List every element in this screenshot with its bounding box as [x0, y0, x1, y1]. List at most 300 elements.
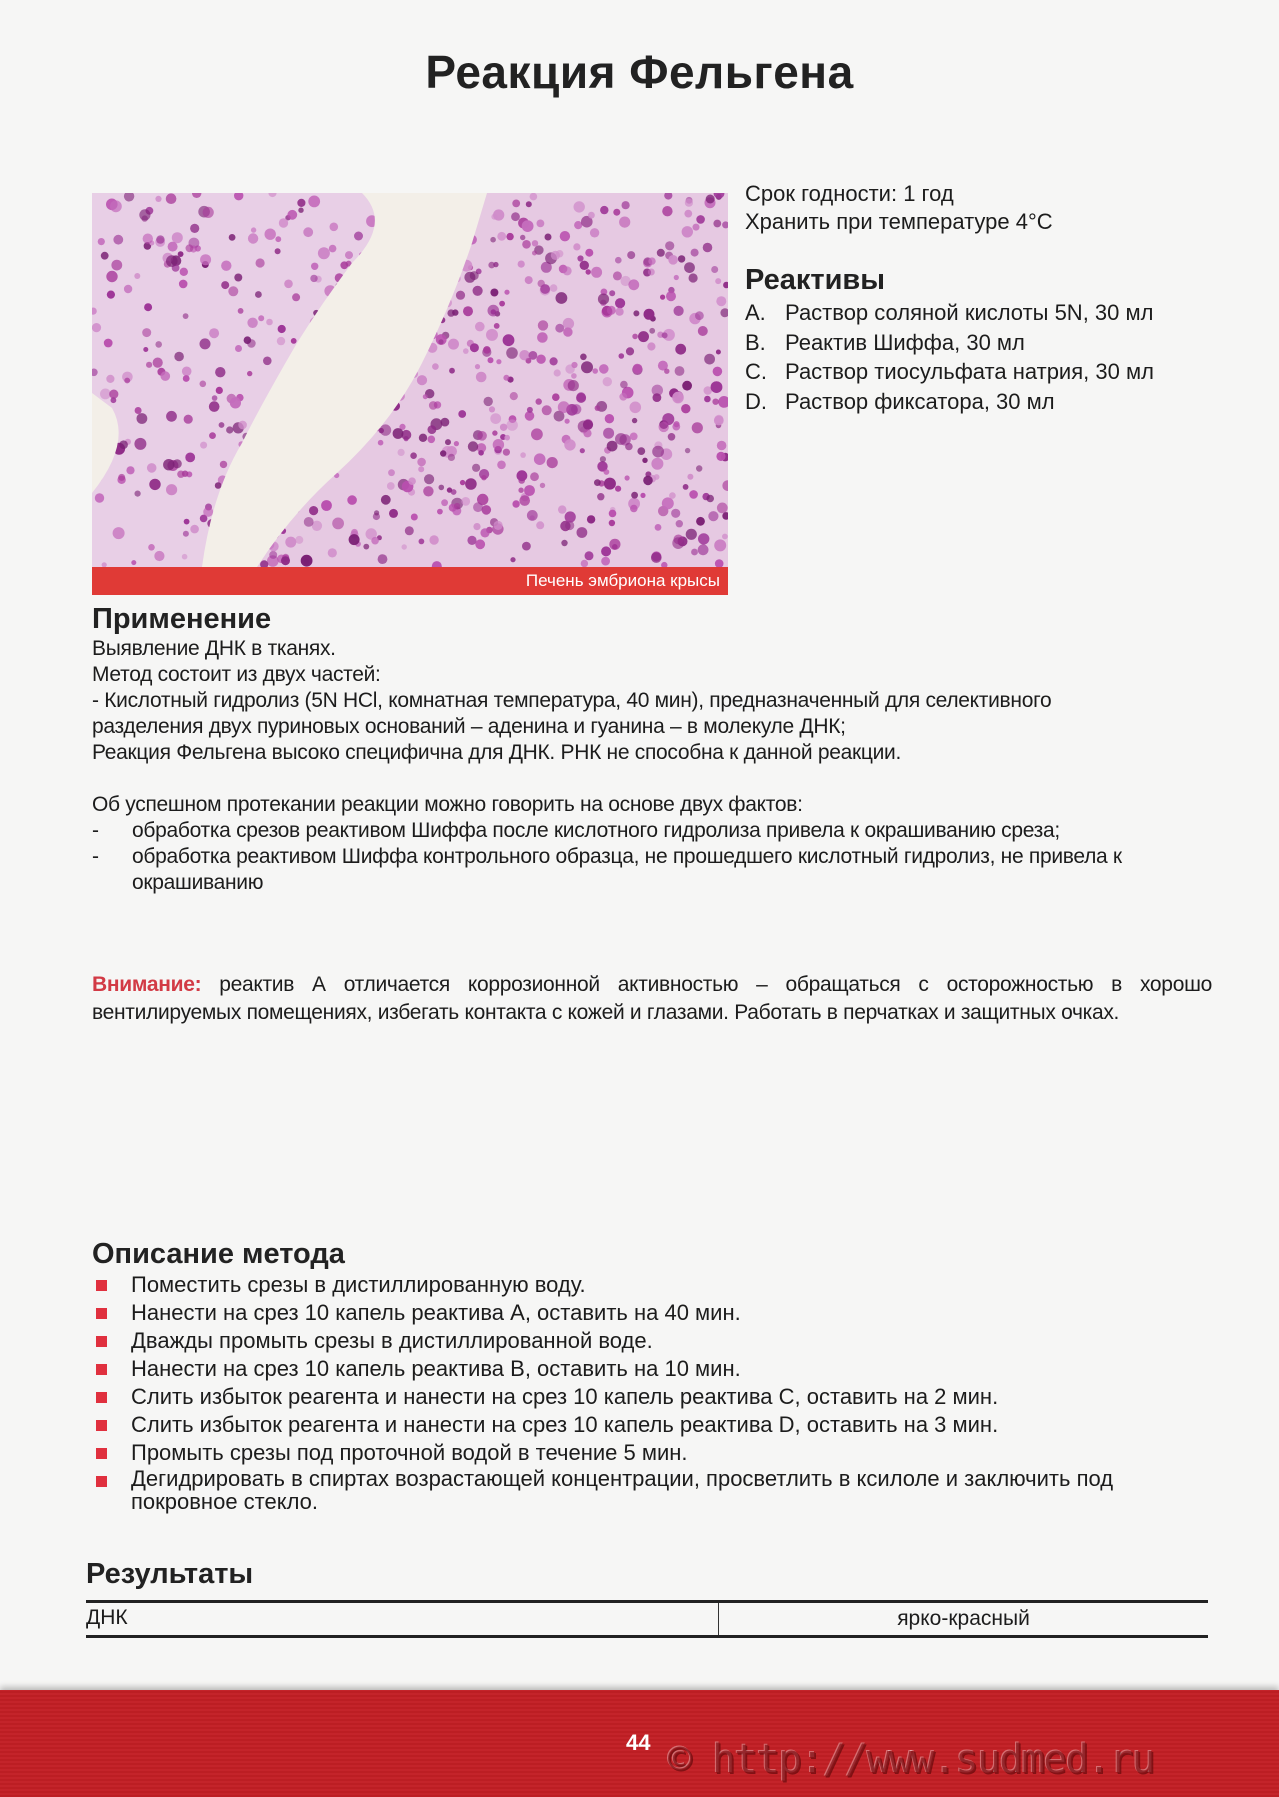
cell-nucleus — [155, 341, 162, 348]
cell-nucleus — [588, 212, 595, 219]
cell-nucleus — [445, 439, 451, 445]
warning-label: Внимание: — [92, 973, 202, 996]
cell-nucleus — [503, 334, 515, 346]
cell-nucleus — [706, 495, 714, 503]
cell-nucleus — [522, 542, 531, 551]
results-table — [86, 1600, 1208, 1638]
cell-nucleus — [255, 291, 262, 298]
step-text: Дважды промыть срезы в дистиллированной воде. — [131, 1328, 653, 1353]
cell-nucleus — [713, 367, 723, 377]
cell-nucleus — [580, 261, 589, 270]
cell-nucleus — [95, 493, 104, 502]
warning-note — [92, 971, 1212, 1027]
cell-nucleus — [143, 234, 153, 244]
results-heading: Результаты — [86, 1558, 254, 1590]
cell-nucleus — [532, 240, 538, 246]
cell-nucleus — [713, 220, 721, 228]
step-text: Дегидрировать в спиртах возрастающей концентрации, просветлить в ксилоле и заключить под покровное стекло. — [131, 1466, 1114, 1514]
cell-nucleus — [565, 511, 576, 522]
cell-nucleus — [437, 509, 443, 515]
cell-nucleus — [511, 212, 520, 221]
cell-nucleus — [512, 500, 519, 507]
cell-nucleus — [522, 220, 534, 232]
cell-nucleus — [625, 443, 633, 451]
application-line: Метод состоит из двух частей: — [92, 663, 381, 686]
cell-nucleus — [576, 393, 586, 403]
cell-nucleus — [619, 393, 627, 401]
cell-nucleus — [481, 475, 486, 480]
cell-nucleus — [563, 318, 574, 329]
bullet-square-icon — [96, 1476, 107, 1487]
cell-nucleus — [620, 381, 628, 389]
cell-nucleus — [558, 505, 566, 513]
success-intro: Об успешном протекании реакции можно говорить на основе двух фактов: — [92, 793, 803, 816]
cell-nucleus — [647, 342, 655, 350]
dash-marker: - — [92, 845, 99, 868]
cell-nucleus — [519, 350, 529, 360]
cell-nucleus — [124, 378, 130, 384]
cell-nucleus — [475, 539, 485, 549]
cell-nucleus — [419, 539, 425, 545]
cell-nucleus — [561, 540, 567, 546]
bullet-square-icon — [96, 1280, 107, 1291]
cell-nucleus — [696, 215, 705, 224]
cell-nucleus — [577, 527, 588, 538]
cell-nucleus — [708, 511, 718, 521]
cell-nucleus — [580, 448, 585, 453]
cell-nucleus — [408, 477, 416, 485]
warning-text: реактив А отличается коррозионной активностью – обращаться с осторожностью в хорошо вентилируемых помещениях, избегать контакта с кожей и глазами. Работать в перчатках и защитных очках. — [92, 973, 1212, 1024]
cell-nucleus — [212, 395, 218, 401]
cell-nucleus — [556, 250, 563, 257]
shelf-life: Срок годности: 1 год — [745, 181, 954, 206]
cell-nucleus — [671, 509, 680, 518]
cell-nucleus — [482, 505, 492, 515]
cell-nucleus — [182, 367, 192, 377]
cell-nucleus — [374, 510, 379, 515]
cell-nucleus — [630, 402, 642, 414]
cell-nucleus — [530, 193, 538, 200]
cell-nucleus — [134, 438, 146, 450]
cell-nucleus — [389, 509, 398, 518]
cell-nucleus — [275, 248, 281, 254]
cell-nucleus — [542, 405, 552, 415]
cell-nucleus — [111, 260, 122, 271]
cell-nucleus — [119, 440, 128, 449]
reagent-item — [745, 357, 1154, 387]
cell-nucleus — [659, 422, 669, 432]
cell-nucleus — [616, 308, 624, 316]
cell-nucleus — [287, 210, 297, 220]
cell-nucleus — [238, 421, 247, 430]
cell-nucleus — [517, 470, 528, 481]
cell-nucleus — [269, 551, 277, 559]
cell-nucleus — [545, 234, 552, 241]
cell-nucleus — [284, 280, 293, 289]
cell-nucleus — [695, 311, 704, 320]
cell-nucleus — [632, 334, 638, 340]
cell-nucleus — [536, 355, 545, 364]
cell-nucleus — [642, 458, 647, 463]
cell-nucleus — [113, 235, 123, 245]
cell-nucleus — [510, 392, 518, 400]
cell-nucleus — [163, 459, 174, 470]
cell-nucleus — [247, 318, 257, 328]
cell-nucleus — [186, 244, 194, 252]
cell-nucleus — [304, 517, 314, 527]
cell-nucleus — [672, 537, 684, 549]
cell-nucleus — [518, 261, 525, 268]
cell-nucleus — [279, 218, 288, 227]
cell-nucleus — [607, 441, 618, 452]
cell-nucleus — [693, 224, 700, 231]
cell-nucleus — [506, 347, 518, 359]
cell-nucleus — [530, 472, 539, 481]
cell-nucleus — [411, 514, 418, 521]
results-cell-color: ярко-красный — [897, 1607, 1030, 1630]
cell-nucleus — [668, 433, 676, 441]
cell-nucleus — [463, 306, 473, 316]
cell-nucleus — [209, 432, 216, 439]
cell-nucleus — [381, 495, 391, 505]
cell-nucleus — [298, 208, 303, 213]
cell-nucleus — [480, 528, 489, 537]
cell-nucleus — [318, 247, 330, 259]
cell-nucleus — [686, 529, 697, 540]
cell-nucleus — [691, 249, 699, 257]
cell-nucleus — [503, 449, 510, 456]
cell-nucleus — [109, 390, 118, 399]
cell-nucleus — [675, 366, 685, 376]
cell-nucleus — [609, 510, 617, 518]
cell-nucleus — [497, 232, 506, 241]
cell-nucleus — [657, 249, 665, 257]
cell-nucleus — [706, 195, 715, 204]
cell-nucleus — [473, 286, 483, 296]
cell-nucleus — [220, 461, 227, 468]
cell-nucleus — [552, 393, 560, 401]
cell-nucleus — [111, 397, 117, 403]
cell-nucleus — [247, 371, 252, 376]
cell-nucleus — [424, 474, 434, 484]
cell-nucleus — [652, 446, 664, 458]
cell-nucleus — [182, 471, 188, 477]
cell-nucleus — [238, 308, 244, 314]
cell-nucleus — [126, 466, 134, 474]
cell-nucleus — [587, 515, 595, 523]
cell-nucleus — [504, 290, 509, 295]
cell-nucleus — [580, 354, 587, 361]
cell-nucleus — [235, 345, 242, 352]
cell-nucleus — [330, 223, 339, 232]
cell-nucleus — [228, 286, 238, 296]
tissue-section-illustration — [92, 193, 728, 567]
bullet-square-icon — [96, 1364, 107, 1375]
cell-nucleus — [672, 392, 684, 404]
cell-nucleus — [554, 369, 561, 376]
cell-nucleus — [494, 521, 503, 530]
cell-nucleus — [174, 352, 184, 362]
cell-nucleus — [698, 533, 709, 544]
cell-nucleus — [460, 480, 465, 485]
cell-nucleus — [200, 442, 207, 449]
method-step — [92, 1271, 1212, 1299]
cell-nucleus — [484, 397, 493, 406]
cell-nucleus — [310, 275, 317, 282]
cell-nucleus — [251, 227, 256, 232]
storage-temperature: Хранить при температуре 4°C — [745, 209, 1053, 234]
cell-nucleus — [428, 425, 437, 434]
cell-nucleus — [209, 328, 219, 338]
cell-nucleus — [500, 424, 507, 431]
cell-nucleus — [449, 368, 455, 374]
cell-nucleus — [668, 255, 678, 265]
cell-nucleus — [146, 362, 152, 368]
cell-nucleus — [184, 519, 190, 525]
cell-nucleus — [490, 289, 498, 297]
method-step — [92, 1299, 1212, 1327]
cell-nucleus — [428, 436, 436, 444]
cell-nucleus — [476, 372, 487, 383]
cell-nucleus — [489, 406, 495, 412]
cell-nucleus — [550, 284, 558, 292]
cell-nucleus — [124, 285, 132, 293]
page-number: 44 — [626, 1730, 651, 1755]
cell-nucleus — [275, 236, 281, 242]
cell-nucleus — [378, 554, 388, 564]
cell-nucleus — [655, 524, 662, 531]
cell-nucleus — [698, 326, 708, 336]
reagent-text: Реактив Шиффа, 30 мл — [785, 329, 1025, 355]
cell-nucleus — [493, 262, 498, 267]
cell-nucleus — [363, 544, 369, 550]
cell-nucleus — [291, 338, 297, 344]
cell-nucleus — [438, 339, 443, 344]
reagent-item — [745, 387, 1154, 417]
cell-nucleus — [506, 233, 513, 240]
cell-nucleus — [722, 534, 728, 540]
reagent-item — [745, 298, 1154, 328]
cell-nucleus — [454, 503, 460, 509]
cell-nucleus — [166, 255, 178, 267]
cell-nucleus — [345, 251, 353, 259]
cell-nucleus — [332, 518, 344, 530]
cell-nucleus — [393, 428, 404, 439]
cell-nucleus — [609, 290, 615, 296]
cell-nucleus — [215, 482, 222, 489]
cell-nucleus — [540, 483, 545, 488]
cell-nucleus — [200, 381, 207, 388]
application-section — [92, 602, 1212, 896]
cell-nucleus — [603, 377, 612, 386]
cell-nucleus — [182, 554, 188, 560]
step-text: Нанести на срез 10 капель реактива А, оставить на 40 мин. — [131, 1300, 741, 1325]
method-step — [92, 1383, 1212, 1411]
cell-nucleus — [467, 536, 476, 545]
cell-nucleus — [277, 337, 285, 345]
cell-nucleus — [347, 495, 357, 505]
cell-nucleus — [619, 353, 625, 359]
cell-nucleus — [619, 217, 630, 228]
cell-nucleus — [258, 315, 264, 321]
application-text — [92, 636, 1212, 896]
cell-nucleus — [540, 284, 550, 294]
cell-nucleus — [520, 452, 526, 458]
cell-nucleus — [527, 407, 533, 413]
cell-nucleus — [547, 457, 558, 468]
cell-nucleus — [101, 252, 109, 260]
cell-nucleus — [581, 560, 588, 567]
cell-nucleus — [615, 433, 627, 445]
cell-nucleus — [496, 359, 501, 364]
step-text: Поместить срезы в дистиллированную воду. — [131, 1272, 586, 1297]
cell-nucleus — [183, 531, 189, 537]
step-text: Слить избыток реагента и нанести на срез 10 капель реактива D, оставить на 3 мин. — [131, 1412, 999, 1437]
cell-nucleus — [626, 347, 634, 355]
cell-nucleus — [673, 421, 679, 427]
cell-nucleus — [622, 201, 630, 209]
cell-nucleus — [662, 206, 672, 216]
cell-nucleus — [154, 551, 164, 561]
method-step — [92, 1411, 1212, 1439]
watermark: © http://www.sudmed.ru — [668, 1737, 1154, 1783]
cell-nucleus — [503, 375, 509, 381]
cell-nucleus — [651, 458, 663, 470]
cell-nucleus — [419, 434, 427, 442]
cell-nucleus — [166, 411, 177, 422]
cell-nucleus — [483, 346, 491, 354]
cell-nucleus — [387, 482, 395, 490]
step-text: Нанести на срез 10 капель реактива В, оставить на 10 мин. — [131, 1356, 741, 1381]
cell-nucleus — [490, 413, 501, 424]
cell-nucleus — [643, 476, 653, 486]
cell-nucleus — [263, 357, 272, 366]
cell-nucleus — [574, 201, 585, 212]
cell-nucleus — [156, 235, 164, 243]
cell-nucleus — [473, 523, 480, 530]
cell-nucleus — [716, 452, 725, 461]
cell-nucleus — [581, 361, 593, 373]
cell-nucleus — [166, 193, 177, 204]
cell-nucleus — [633, 310, 639, 316]
cell-nucleus — [512, 200, 520, 208]
cell-nucleus — [439, 485, 445, 491]
cell-nucleus — [592, 368, 598, 374]
cell-nucleus — [627, 251, 635, 259]
cell-nucleus — [454, 441, 459, 446]
cell-nucleus — [689, 490, 698, 499]
cell-nucleus — [465, 478, 477, 490]
cell-nucleus — [106, 375, 114, 383]
cell-nucleus — [609, 539, 620, 550]
cell-nucleus — [698, 544, 709, 555]
cell-nucleus — [329, 245, 337, 253]
cell-nucleus — [265, 229, 276, 240]
cell-nucleus — [354, 232, 363, 241]
cell-nucleus — [398, 449, 405, 456]
cell-nucleus — [586, 269, 591, 274]
cell-nucleus — [488, 357, 494, 363]
page-title: Реакция Фельгена — [425, 46, 854, 98]
cell-nucleus — [717, 503, 728, 514]
cell-nucleus — [98, 238, 105, 245]
cell-nucleus — [417, 458, 426, 467]
cell-nucleus — [660, 295, 665, 300]
cell-nucleus — [563, 266, 572, 275]
cell-nucleus — [153, 358, 163, 368]
cell-nucleus — [473, 502, 483, 512]
cell-nucleus — [538, 320, 548, 330]
cell-nucleus — [493, 209, 504, 220]
cell-nucleus — [183, 375, 190, 382]
cell-nucleus — [475, 364, 480, 369]
bullet-square-icon — [96, 1448, 107, 1459]
cell-nucleus — [633, 364, 643, 374]
cell-nucleus — [432, 363, 439, 370]
cell-nucleus — [183, 313, 189, 319]
cell-nucleus — [603, 428, 614, 439]
cell-nucleus — [499, 301, 505, 307]
cell-nucleus — [137, 413, 148, 424]
cell-nucleus — [429, 401, 438, 410]
cell-nucleus — [221, 281, 229, 289]
cell-nucleus — [696, 465, 702, 471]
application-line: разделения двух пуриновых оснований – аденина и гуанина – в молекуле ДНК; — [92, 715, 846, 738]
cell-nucleus — [179, 280, 188, 289]
cell-nucleus — [256, 258, 265, 267]
cell-nucleus — [308, 196, 320, 208]
cell-nucleus — [216, 387, 223, 394]
method-step — [92, 1355, 1212, 1383]
cell-nucleus — [100, 389, 111, 400]
reagent-letter: B. — [745, 329, 766, 355]
cell-nucleus — [651, 552, 662, 563]
micrograph-image — [92, 193, 728, 567]
cell-nucleus — [142, 328, 151, 337]
cell-nucleus — [221, 261, 231, 271]
cell-nucleus — [488, 305, 500, 317]
reagent-letter: C. — [745, 359, 767, 384]
cell-nucleus — [410, 452, 417, 459]
cell-nucleus — [711, 266, 718, 273]
cell-nucleus — [664, 369, 669, 374]
cell-nucleus — [185, 453, 195, 463]
method-step — [92, 1467, 1212, 1513]
cell-nucleus — [522, 240, 531, 249]
cell-nucleus — [475, 322, 485, 332]
cell-nucleus — [380, 424, 391, 435]
cell-nucleus — [615, 298, 625, 308]
cell-nucleus — [717, 441, 727, 451]
cell-nucleus — [478, 450, 484, 456]
cell-nucleus — [595, 405, 601, 411]
method-section — [92, 1237, 1212, 1513]
cell-nucleus — [215, 367, 225, 377]
cell-nucleus — [583, 420, 593, 430]
cell-nucleus — [558, 401, 570, 413]
cell-nucleus — [148, 544, 155, 551]
cell-nucleus — [607, 306, 616, 315]
cell-nucleus — [685, 199, 693, 207]
cell-nucleus — [423, 394, 428, 399]
fact-text: обработка срезов реактивом Шиффа после кислотного гидролиза привела к окрашиванию среза; — [132, 819, 1060, 842]
cell-nucleus — [447, 487, 452, 492]
cell-nucleus — [594, 479, 601, 486]
cell-nucleus — [532, 251, 537, 256]
cell-nucleus — [518, 488, 523, 493]
cell-nucleus — [297, 199, 305, 207]
cell-nucleus — [110, 200, 122, 212]
